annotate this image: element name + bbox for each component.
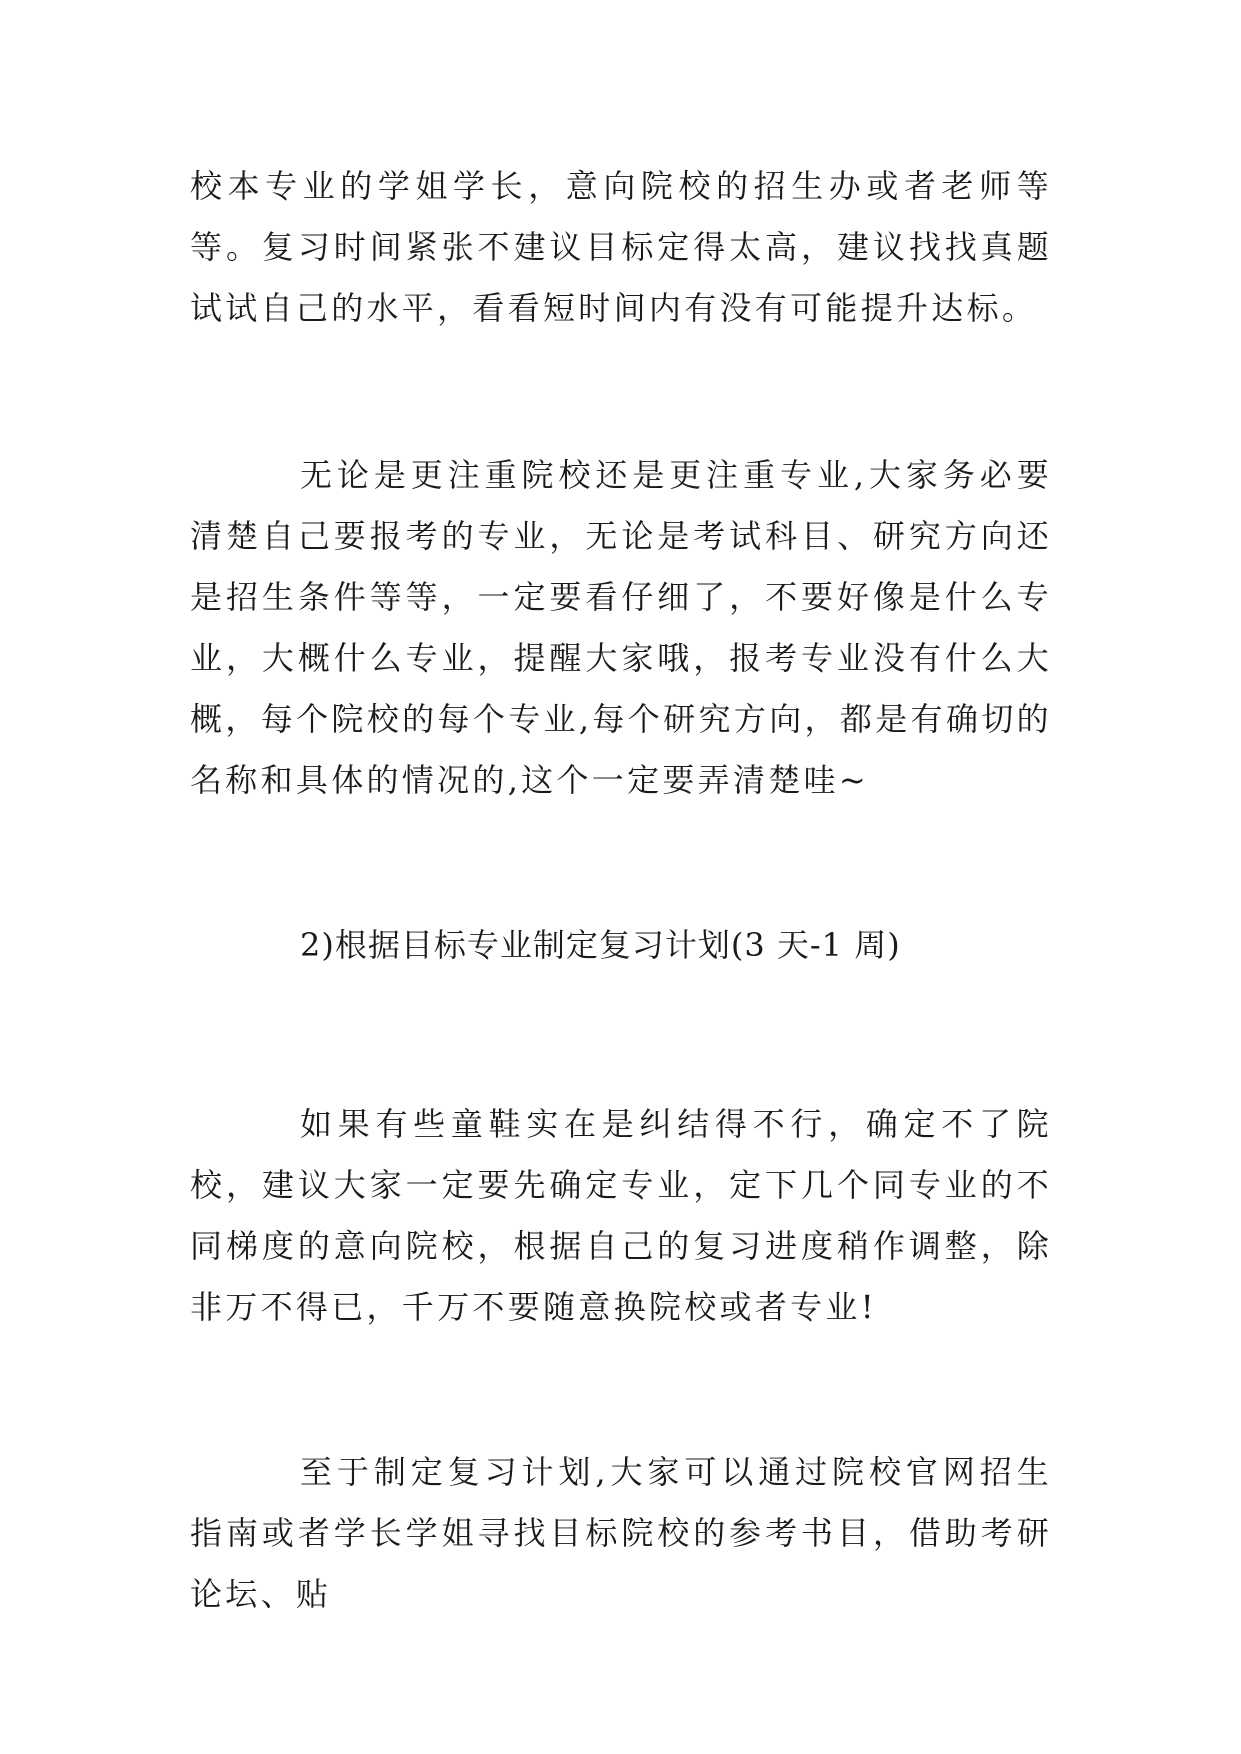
section-heading-review-plan: 2)根据目标专业制定复习计划(3 天-1 周) — [300, 926, 901, 964]
paragraph-school-contacts: 校本专业的学姐学长，意向院校的招生办或者老师等等。复习时间紧张不建议目标定得太高，建议找找真题试试自己的水平，看看短时间内有没有可能提升达标。 — [190, 167, 1052, 327]
paragraph-know-your-major: 无论是更注重院校还是更注重专业,大家务必要清楚自己要报考的专业，无论是考试科目、研究方向还是招生条件等等，一定要看仔细了，不要好像是什么专业，大概什么专业，提醒大家哦，报考专业没有什么大概，每个院校的每个专业,每个研究方向，都是有确切的名称和具体的情况的,这个一定要弄清楚哇~ — [190, 456, 1052, 799]
paragraph-choose-major-first: 如果有些童鞋实在是纠结得不行，确定不了院校，建议大家一定要先确定专业，定下几个同专业的不同梯度的意向院校，根据自己的复习进度稍作调整，除非万不得已，千万不要随意换院校或者专业! — [190, 1105, 1052, 1326]
paragraph-make-review-plan: 至于制定复习计划,大家可以通过院校官网招生指南或者学长学姐寻找目标院校的参考书目，借助考研论坛、贴 — [190, 1453, 1052, 1613]
